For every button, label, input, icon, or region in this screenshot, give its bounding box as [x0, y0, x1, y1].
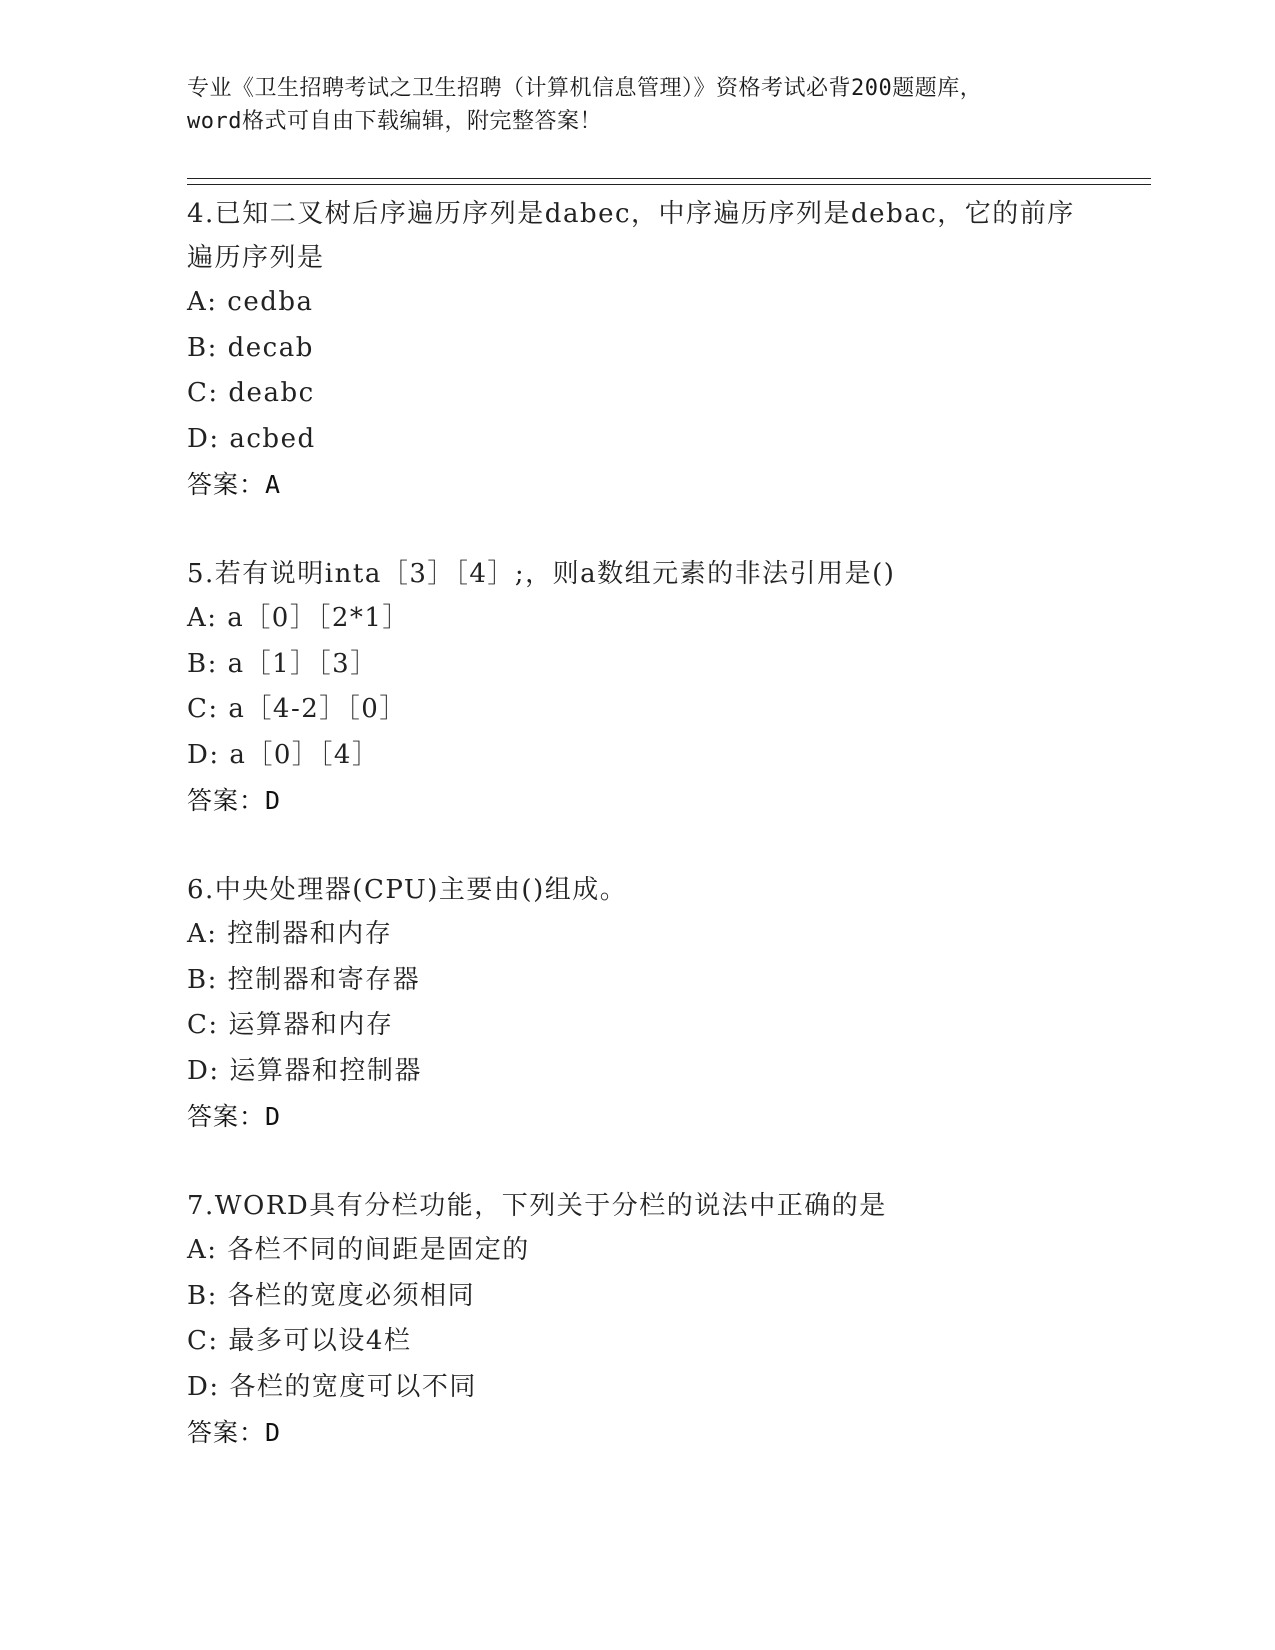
header-line-2: word格式可自由下载编辑，附完整答案！ — [187, 109, 602, 134]
question-text: 5.若有说明inta［3］［4］;，则a数组元素的非法引用是() — [187, 559, 896, 589]
header-divider-bottom — [187, 184, 1151, 185]
option-c: C: 运算器和内存 — [187, 1010, 394, 1040]
option-a: A: a［0］［2*1］ — [187, 603, 410, 633]
question-5 — [187, 552, 1087, 824]
question-spacer — [187, 1140, 1087, 1184]
option-d: D: acbed — [187, 423, 316, 454]
question-text: 6.中央处理器(CPU)主要由()组成。 — [187, 875, 628, 905]
option-a: A: 各栏不同的间距是固定的 — [187, 1235, 530, 1265]
question-list — [187, 192, 1087, 1456]
answer-line: 答案：D — [187, 786, 282, 815]
option-d: D: a［0］［4］ — [187, 739, 380, 770]
option-b: B: 控制器和寄存器 — [187, 964, 421, 995]
question-4 — [187, 192, 1087, 508]
header-divider-top — [187, 178, 1151, 179]
option-a: A: cedba — [187, 287, 314, 317]
option-c: C: a［4-2］［0］ — [187, 694, 407, 724]
question-7 — [187, 1184, 1087, 1456]
question-text: 4.已知二叉树后序遍历序列是dabec，中序遍历序列是debac，它的前序遍历序列是 — [187, 199, 1075, 273]
option-b: B: a［1］［3］ — [187, 648, 378, 679]
answer-line: 答案：D — [187, 1102, 282, 1131]
option-a: A: 控制器和内存 — [187, 919, 393, 949]
header-line-1: 专业《卫生招聘考试之卫生招聘（计算机信息管理）》资格考试必背200题题库， — [187, 76, 983, 101]
question-spacer — [187, 824, 1087, 868]
document-header — [187, 72, 1087, 138]
option-c: C: deabc — [187, 378, 315, 408]
answer-line: 答案：D — [187, 1418, 282, 1447]
answer-line: 答案：A — [187, 470, 282, 499]
option-b: B: 各栏的宽度必须相同 — [187, 1280, 476, 1311]
question-text: 7.WORD具有分栏功能，下列关于分栏的说法中正确的是 — [187, 1191, 887, 1221]
question-6 — [187, 868, 1087, 1140]
option-d: D: 运算器和控制器 — [187, 1055, 422, 1086]
question-spacer — [187, 508, 1087, 552]
option-b: B: decab — [187, 332, 314, 363]
option-c: C: 最多可以设4栏 — [187, 1326, 412, 1356]
option-d: D: 各栏的宽度可以不同 — [187, 1371, 477, 1402]
